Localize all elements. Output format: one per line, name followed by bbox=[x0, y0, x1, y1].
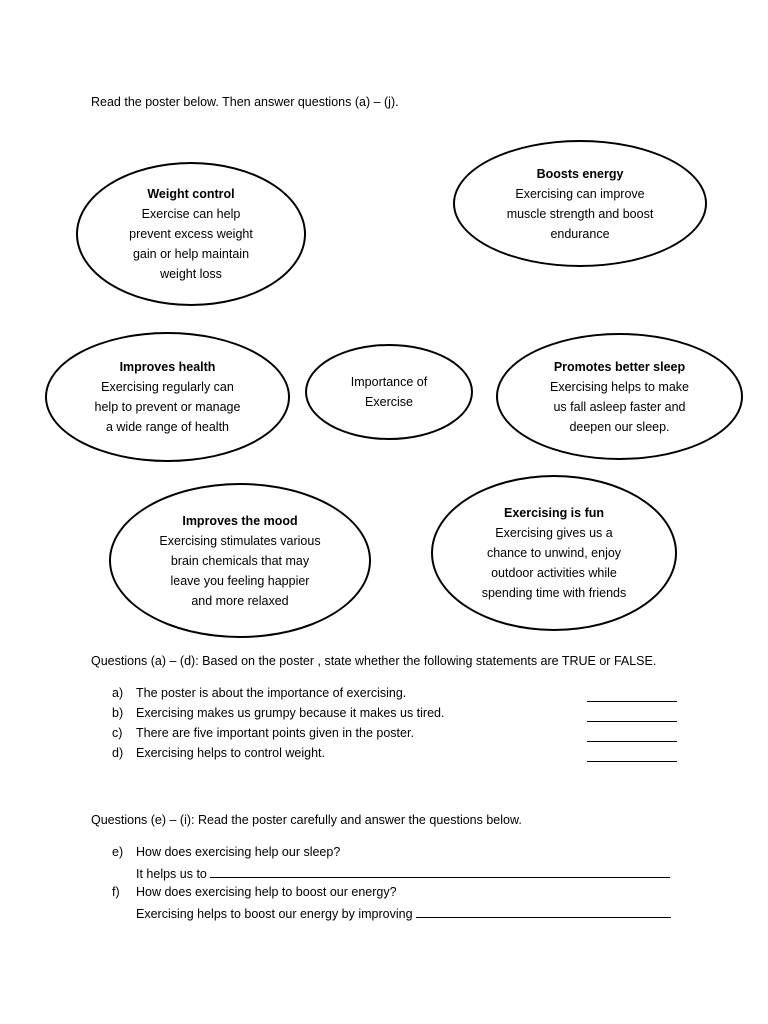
bubble-exercising-fun bbox=[431, 475, 677, 631]
answer-blank-d[interactable] bbox=[587, 761, 677, 762]
answer-blank-b[interactable] bbox=[587, 721, 677, 722]
answer-blank-c[interactable] bbox=[587, 741, 677, 742]
question-e bbox=[112, 845, 340, 859]
section2-heading: Questions (e) – (i): Read the poster carefully and answer the questions below. bbox=[91, 813, 522, 827]
answer-blank-f[interactable] bbox=[416, 905, 671, 918]
bubble-body: Exercising gives us a chance to unwind, enjoy outdoor activities while spending time with friends bbox=[481, 526, 627, 600]
bubble-weight-control bbox=[76, 162, 306, 306]
bubble-boosts-energy bbox=[453, 140, 707, 267]
answer-line-f bbox=[136, 905, 671, 921]
bubble-body: Exercising stimulates various brain chemicals that may leave you feeling happier and more relaxed bbox=[159, 533, 321, 608]
bubble-title: Promotes better sleep bbox=[553, 359, 686, 374]
question-label: f) bbox=[112, 885, 120, 899]
bubble-body: Exercising helps to make us fall asleep faster and deepen our sleep. bbox=[550, 379, 689, 434]
answer-line-e bbox=[136, 865, 670, 881]
question-label: c) bbox=[112, 726, 123, 740]
question-text: How does exercising help our sleep? bbox=[136, 845, 341, 859]
bubble-body: Exercising regularly can help to prevent or manage a wide range of health bbox=[94, 380, 241, 434]
question-text: There are five important points given in the poster. bbox=[136, 726, 414, 740]
bubble-title: Improves health bbox=[119, 360, 216, 374]
bubble-title: Exercising is fun bbox=[503, 506, 605, 520]
answer-blank-a[interactable] bbox=[587, 701, 677, 702]
question-label: e) bbox=[112, 845, 124, 859]
question-f bbox=[112, 885, 397, 899]
bubble-title: Improves the mood bbox=[182, 513, 298, 528]
bubble-body: Exercising can improve muscle strength and boost endurance bbox=[506, 186, 654, 241]
bubble-title: Weight control bbox=[147, 187, 235, 201]
question-text: The poster is about the importance of exercising. bbox=[136, 686, 407, 700]
question-label: a) bbox=[112, 686, 124, 700]
question-a bbox=[112, 686, 406, 700]
instructions: Read the poster below. Then answer questions (a) – (j). bbox=[91, 95, 399, 109]
question-b bbox=[112, 706, 444, 720]
bubble-improves-health bbox=[45, 332, 290, 462]
bubble-improves-mood bbox=[109, 483, 371, 638]
question-d bbox=[112, 746, 325, 760]
bubble-center-importance bbox=[305, 344, 473, 440]
question-text: Exercising helps to control weight. bbox=[136, 746, 325, 760]
center-title: Importance of Exercise bbox=[350, 375, 428, 409]
question-label: b) bbox=[112, 706, 124, 720]
answer-blank-e[interactable] bbox=[210, 865, 670, 878]
question-label: d) bbox=[112, 746, 124, 760]
answer-prefix: Exercising helps to boost our energy by improving bbox=[136, 907, 413, 921]
bubble-title: Boosts energy bbox=[536, 166, 624, 181]
section1-heading: Questions (a) – (d): Based on the poster , state whether the following statements are TRUE or FALSE. bbox=[91, 654, 657, 668]
question-c bbox=[112, 726, 414, 740]
answer-prefix: It helps us to bbox=[136, 867, 207, 881]
bubble-better-sleep bbox=[496, 333, 743, 460]
question-text: How does exercising help to boost our energy? bbox=[136, 885, 397, 899]
question-text: Exercising makes us grumpy because it makes us tired. bbox=[136, 706, 445, 720]
bubble-body: Exercise can help prevent excess weight gain or help maintain weight loss bbox=[129, 207, 253, 281]
